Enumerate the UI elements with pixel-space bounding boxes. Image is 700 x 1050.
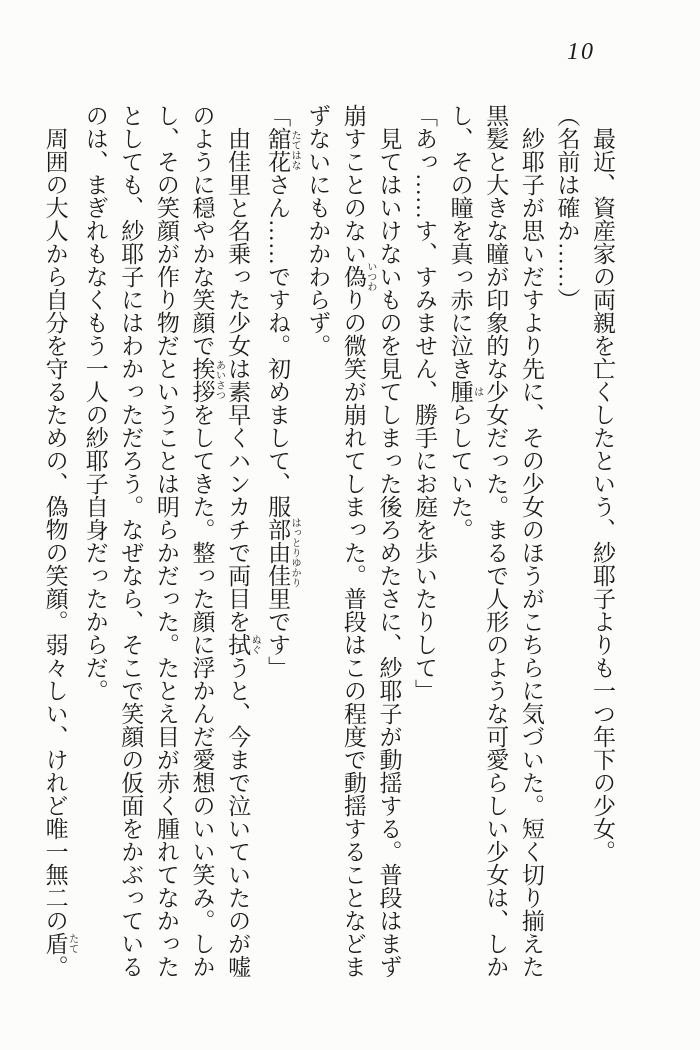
paragraph: 周囲の大人から自分を守るための、偽物の笑顔。弱々しい、けれど唯一無二の盾 たて。: [42, 127, 78, 978]
paragraph: 紗耶子が思いだすより先に、その少女のほうがこちらに気づいた。短く切り揃えた黒髪と大きな瞳が印象的な少女だった。まるで人形のような可愛らしい少女は、しかし、その瞳を真っ赤に泣き腫 はらしていた。: [447, 104, 544, 978]
paragraph: 「あっ……す、すみません、勝手にお庭を歩いたりして」: [412, 104, 438, 702]
furigana-ruby: 盾 たて: [42, 932, 78, 955]
page-number: 10: [567, 39, 595, 65]
paragraph: 由佳里と名乗った少女は素早くハンカチで両目を拭 ぬぐうと、今まで泣いていたのが嘘のように穏やかな笑顔で挨拶 あいさつをしてきた。整った顔に浮かんだ愛想のいい笑み。しかし、その笑顔が作り物だということは明らかだった。たとえ目が赤く腫れてなかったとしても、紗耶子にはわかっただろう。なぜなら、そこで笑顔の仮面をかぶっているのは、まぎれもなくもう一人の紗耶子自身だったからだ。: [82, 104, 261, 978]
text-block: [42, 104, 620, 986]
furigana-ruby: 舘花 たてはな: [265, 127, 301, 173]
paragraph: 「舘花 たてはなさん……ですね。初めまして、服部由佳里 はっとりゆかりです」: [265, 104, 301, 679]
paragraph: 最近、資産家の両親を亡くしたという、紗耶子よりも一つ年下の少女。: [590, 127, 615, 863]
furigana-ruby: 服部由佳里 はっとりゆかり: [265, 495, 301, 610]
furigana-ruby: 挨拶 あいさつ: [189, 357, 225, 403]
paragraph: （名前は確か……）: [554, 104, 580, 311]
furigana-ruby: 偽 いつわ: [340, 261, 376, 292]
furigana-ruby: 拭 ぬぐ: [225, 633, 261, 656]
furigana-ruby: 腫 は: [447, 380, 483, 403]
paragraph: 見てはいけないものを見てしまった後ろめたさに、紗耶子が動揺する。普段はまず崩すことのない偽 いつわりの微笑が崩れてしまった。普段はこの程度で動揺することなどまずないにもかかわらず。: [305, 104, 402, 978]
